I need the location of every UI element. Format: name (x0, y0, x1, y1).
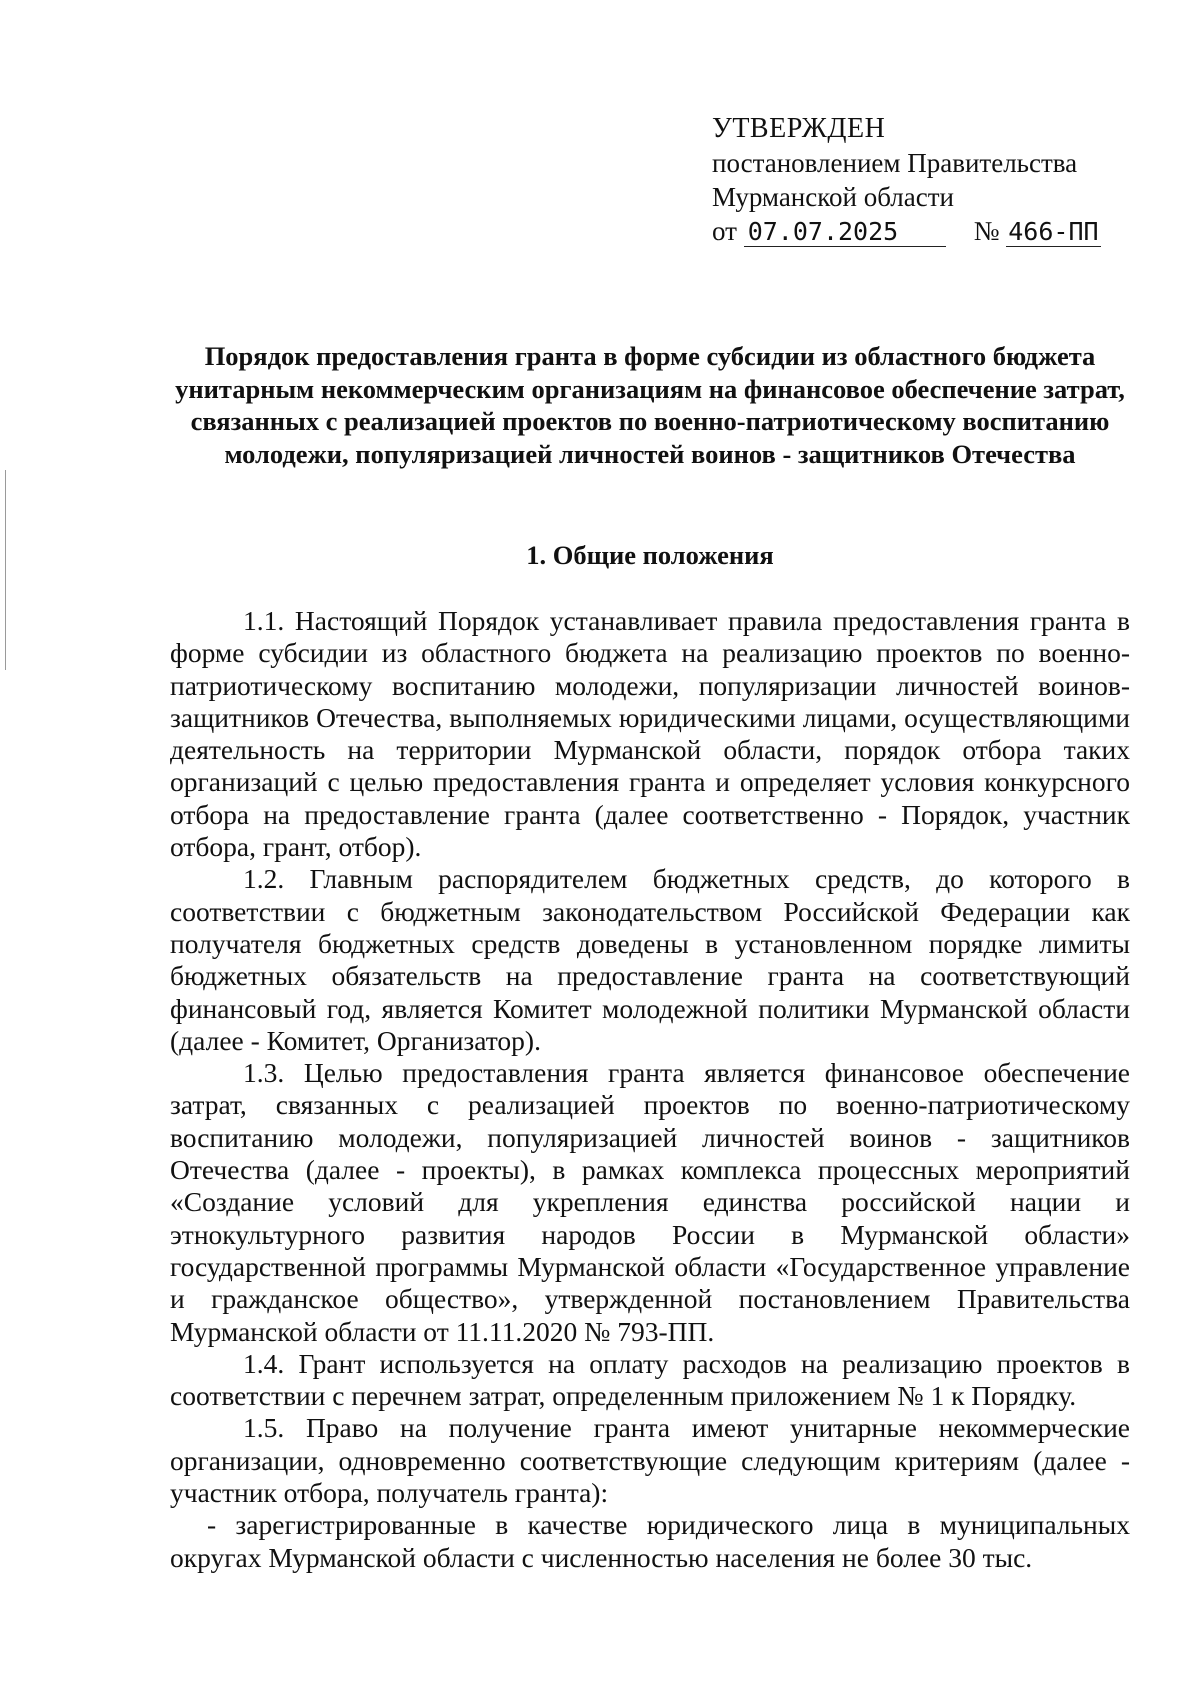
approval-authority-line: постановлением Правительства (712, 148, 1078, 178)
scan-margin-line (5, 470, 6, 670)
paragraph-1-2: 1.2. Главным распорядителем бюджетных средств, до которого в соответствии с бюджетным законодательством Российской Федерации как получателя бюджетных средств доведены в установленном порядке лимиты бюджетных обязательств на предоставление гранта на соответствующий финансовый год, является Комитет молодежной политики Мурманской области (далее - Комитет, Организатор). (170, 863, 1130, 1056)
approval-date-row (712, 214, 1101, 248)
approval-number: 466-ПП (1008, 217, 1099, 246)
number-prefix: № (973, 216, 1000, 246)
approval-stamp-title: УТВЕРЖДЕН (712, 113, 886, 144)
paragraph-1-3: 1.3. Целью предоставления гранта является финансовое обеспечение затрат, связанных с реализацией проектов по военно-патриотическому воспитанию молодежи, популяризацией личностей воинов - защитников Отечества (далее - проекты), в рамках комплекса процессных мероприятий «Создание условий для укрепления единства российской нации и этнокультурного развития народов России в Мурманской области» государственной программы Мурманской области «Государственное управление и гражданское общество», утвержденной постановлением Правительства Мурманской области от 11.11.2020 № 793-ПП. (170, 1057, 1130, 1347)
paragraph-1-5: 1.5. Право на получение гранта имеют унитарные некоммерческие организации, одновременно соответствующие следующим критериям (далее - участник отбора, получатель гранта): (170, 1412, 1130, 1509)
section-body (170, 605, 1130, 1574)
paragraph-1-1: 1.1. Настоящий Порядок устанавливает правила предоставления гранта в форме субсидии из областного бюджета на реализацию проектов по военно-патриотическому воспитанию молодежи, популяризации личностей воинов-защитников Отечества, выполняемых юридическими лицами, осуществляющими деятельность на территории Мурманской области, порядок отбора таких организаций с целью предоставления гранта и определяет условия конкурсного отбора на предоставление гранта (далее соответственно - Порядок, участник отбора, грант, отбор). (170, 605, 1130, 863)
date-prefix: от (712, 216, 737, 246)
approval-region-line: Мурманской области (712, 182, 954, 212)
document-title: Порядок предоставления гранта в форме субсидии из областного бюджета унитарным некоммерческим организациям на финансовое обеспечение затрат, связанных с реализацией проектов по военно-патриотическому воспитанию молодежи, популяризацией личностей воинов - защитников Отечества (175, 341, 1125, 469)
section-heading: 1. Общие положения (526, 540, 774, 570)
approval-stamp-block (712, 112, 1101, 248)
criteria-list-item: - зарегистрированные в качестве юридического лица в муниципальных округах Мурманской области с численностью населения не более 30 тыс. (170, 1509, 1130, 1573)
paragraph-1-4: 1.4. Грант используется на оплату расходов на реализацию проектов в соответствии с перечнем затрат, определенным приложением № 1 к Порядку. (170, 1347, 1130, 1412)
approval-date: 07.07.2025 (744, 218, 947, 247)
